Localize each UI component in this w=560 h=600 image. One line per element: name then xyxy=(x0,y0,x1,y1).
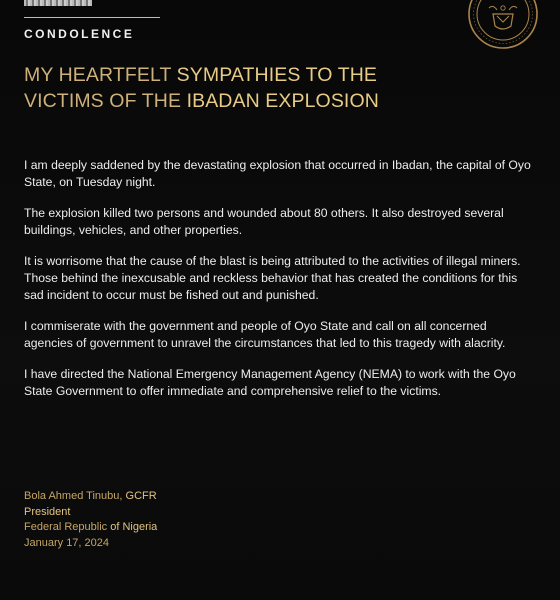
signatory-country xyxy=(24,520,157,536)
paragraph-4: I commiserate with the government and people of Oyo State and call on all concerned agencies of government to unravel the circumstances that led to this tragedy with alacrity. xyxy=(24,319,506,350)
signatory-title: President xyxy=(24,505,71,518)
signature-block xyxy=(24,489,157,551)
presidential-seal-icon xyxy=(467,0,539,50)
paragraph-5: I have directed the National Emergency Management Agency (NEMA) to work with the Oyo State Government to offer immediate and comprehensive relief to the victims. xyxy=(24,367,516,398)
headline-part-1: MY HEARTFELT xyxy=(24,64,177,86)
paragraph-2: The explosion killed two persons and wounded about 80 others. It also destroyed several buildings, vehicles, and other properties. xyxy=(24,206,504,237)
statement-date: January 17, 2024 xyxy=(24,536,110,549)
section-label: CONDOLENCE xyxy=(24,27,135,41)
statement-body xyxy=(24,157,536,414)
headline-part-2: SYMPATHIES TO THE xyxy=(176,64,378,86)
headline-part-4: IBADAN EXPLOSION xyxy=(186,90,379,112)
signatory-honour: GCFR xyxy=(125,490,157,502)
paragraph-3: It is worrisome that the cause of the blast is being attributed to the activities of illegal miners. Those behind the inexcusable and reckless behavior that has created the conditions for this sad incident to occur must be fished out and punished. xyxy=(24,254,521,302)
signatory-name-text: Bola Ahmed Tinubu, xyxy=(24,490,126,502)
country-part-2: of Nigeria xyxy=(110,521,158,533)
header-logo-icon xyxy=(24,0,92,6)
headline-part-3: VICTIMS OF THE xyxy=(24,90,187,112)
signatory-name xyxy=(24,489,157,505)
paragraph-1: I am deeply saddened by the devastating explosion that occurred in Ibadan, the capital of Oyo State, on Tuesday night. xyxy=(24,158,531,189)
header-divider xyxy=(24,17,160,18)
country-part-1: Federal Republic xyxy=(24,521,111,533)
headline xyxy=(24,62,534,114)
